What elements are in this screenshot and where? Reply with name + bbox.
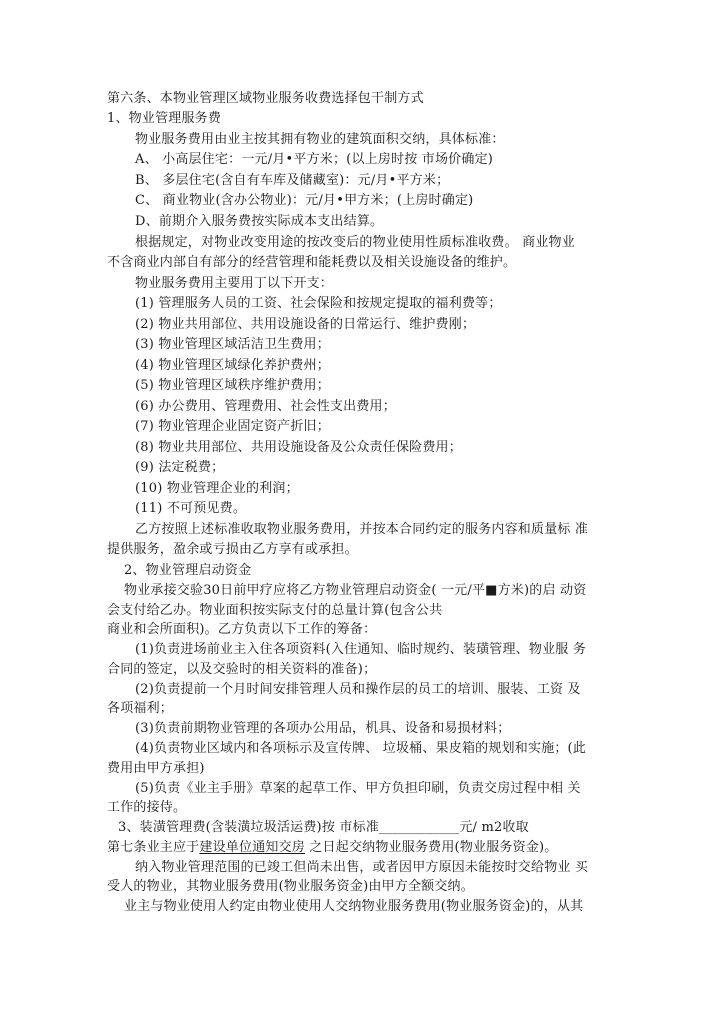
expense-item: (5) 物业管理区域秩序维护费用；	[135, 378, 330, 393]
article-6-heading: 第六条、本物业管理区域物业服务收费选择包干制方式	[107, 91, 424, 106]
paragraph-line: 提供服务，盈余或亏损由乙方享有或承担。	[107, 542, 358, 557]
section-1-heading: 1、物业管理服务费	[107, 111, 222, 126]
paragraph-line: 物业承接交验30日前甲疗应将乙方物业管理启动资金( 一元/平■方米)的启 动资	[124, 583, 587, 598]
paragraph-line: 根据规定，对物业改变用途的按改变后的物业使用性质标准收费。 商业物业	[135, 235, 575, 250]
expense-item: (2) 物业共用部位、共用设施设备的日常运行、维护费刚；	[135, 317, 476, 332]
list-item-a: A、 小高层住宅：一元/月•平方米；(以上房时按 市场价确定)	[135, 152, 494, 167]
list-item-c: C、 商业物业(含办公物业)：元/月•甲方米；(上房时确定)	[135, 193, 474, 208]
list-item-d: D、前期介入服务费按实际成本支出结算。	[135, 214, 384, 229]
task-item-continued: 工作的接侍。	[107, 800, 187, 815]
task-item: (5)负责《业主手册》草案的起草工作、甲方负担印刷，负责交房过程中相 关	[135, 781, 581, 796]
paragraph-line: 商业和会所面积)。乙方负责以下工作的筹备：	[107, 622, 377, 637]
paragraph-line: 受人的物业，其物业服务费用(物业服务资金)由甲方全额交纳。	[107, 879, 474, 894]
task-item: (4)负责物业区域内和各项标示及宣传牌、 垃圾桶、果皮箱的规划和实施；(此	[135, 741, 587, 756]
list-item-b: B、 多层住宅(含自有车库及储藏室)：元/月•平方米；	[135, 173, 450, 188]
article-7-line	[107, 839, 558, 857]
expense-item: (3) 物业管理区域活洁卫生费用；	[135, 337, 330, 352]
expense-item: (11) 不可预见费。	[135, 501, 247, 516]
task-item: (2)负责提前一个月时间安排管理人员和操作层的员工的培训、服装、工资 及	[135, 682, 581, 697]
task-item: (1)负责进场前业主入住各项资料(入住通知、临时规约、装璜管理、物业服 务	[135, 642, 587, 657]
underlined-party: 建设单位通知交房	[199, 840, 306, 855]
paragraph-line: 不含商业内部自有部分的经营管理和能耗费以及相关设施设备的维护。	[107, 255, 517, 270]
task-item-continued: 合同的签定，以及交验时的相关资料的准备)；	[107, 662, 377, 677]
paragraph-line: 业主与物业使用人约定由物业使用人交纳物业服务费用(物业服务资金)的，从其	[124, 899, 584, 914]
paragraph-line: 物业服务费用由业主按其拥有物业的建筑面积交纳，具体标准：	[135, 132, 505, 147]
expense-item: (10) 物业管理企业的利润；	[135, 481, 299, 496]
expense-item: (8) 物业共用部位、共用设施设备及公众责任保险费用；	[135, 440, 462, 455]
paragraph-line: 乙方按照上述标准收取物业服务费用，并按本合同约定的服务内容和质量标 准	[135, 522, 589, 537]
expense-item: (6) 办公费用、管理费用、社会性支出费用；	[135, 399, 396, 414]
task-item: (3)负责前期物业管理的各项办公用品，机具、设备和易损材料；	[135, 721, 511, 736]
paragraph-line: 物业服务费用主要用丁以下开支：	[135, 276, 334, 291]
expense-item: (9) 法定税费；	[135, 460, 225, 475]
task-item-continued: 各项福利；	[107, 701, 174, 716]
task-item-continued: 费用由甲方承担)	[107, 761, 205, 776]
expense-item: (7) 物业管理企业固定资产折旧；	[135, 419, 330, 434]
article-7-prefix: 第七条业主应于	[107, 840, 200, 855]
expense-item: (4) 物业管理区域绿化养护费州；	[135, 358, 330, 373]
expense-item: (1) 管理服务人员的工资、社会保险和按规定提取的福利费等；	[135, 296, 502, 311]
paragraph-line: 纳入物业管理范围的已竣工但尚未出售，或者因甲方原因未能按时交给物业 买	[135, 860, 589, 875]
section-2-heading: 2、物业管理启动资金	[124, 563, 252, 578]
article-7-suffix: 之日起交纳物业服务费用(物业服务资金)。	[305, 840, 558, 855]
paragraph-line: 会支付给乙办。物业面积按实际支付的总量计算(包含公共	[107, 603, 443, 618]
section-3-heading: 3、装潢管理费(含装潢垃圾活运费)按 市标准____________元/ m2收取	[118, 820, 529, 835]
